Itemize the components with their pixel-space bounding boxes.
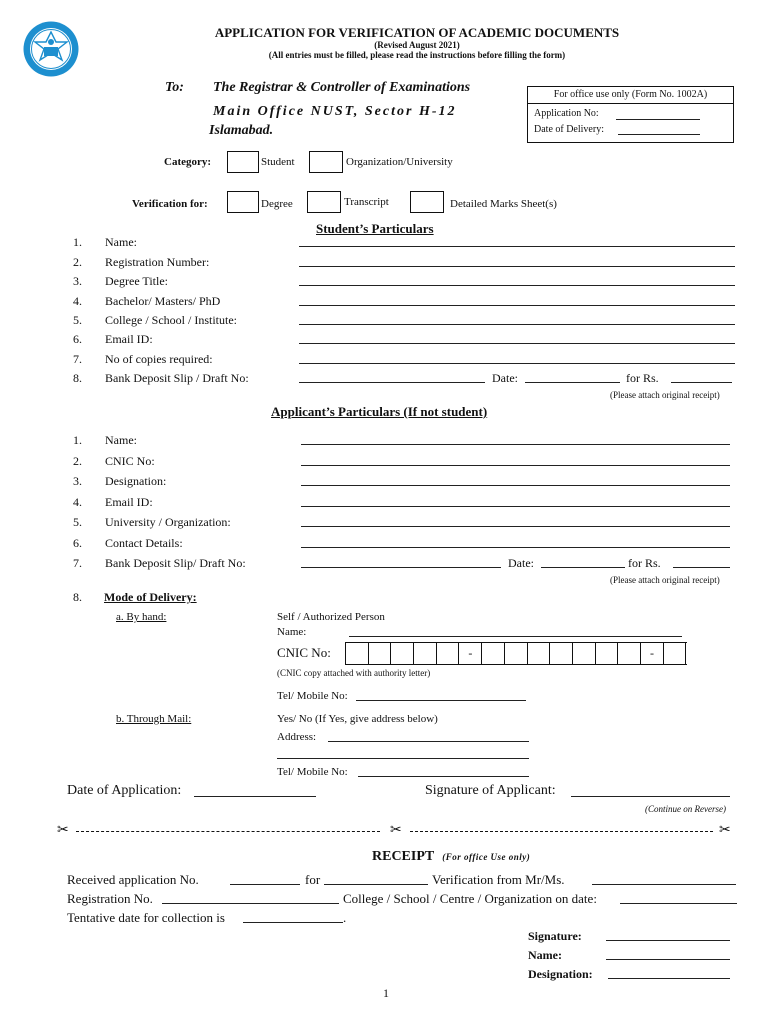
date-of-delivery-field[interactable] — [618, 134, 700, 135]
receipt-application-no-field[interactable] — [230, 884, 300, 885]
applicant-bank-slip-field[interactable] — [301, 567, 501, 568]
list-item-number: 3. — [73, 474, 82, 488]
cut-line-right — [410, 831, 713, 832]
receipt-name-field[interactable] — [592, 884, 736, 885]
scissors-icon: ✂ — [390, 823, 402, 838]
student-amount-field[interactable] — [671, 382, 732, 383]
applicant-field[interactable] — [301, 444, 730, 445]
list-item-number: 4. — [73, 495, 82, 509]
tel2-label: Tel/ Mobile No: — [277, 766, 348, 778]
date-label: Date: — [508, 556, 534, 570]
cnic-digit-cell[interactable] — [573, 643, 596, 664]
applicant-field[interactable] — [301, 506, 730, 507]
list-item-number: 5. — [73, 313, 82, 327]
applicant-field[interactable] — [301, 485, 730, 486]
degree-checkbox[interactable] — [227, 191, 259, 213]
page-number: 1 — [383, 986, 389, 1000]
address-line-2: Main Office NUST, Sector H-12 — [213, 104, 457, 119]
student-particulars-heading: Student’s Particulars — [316, 221, 434, 236]
receipt-designation-field[interactable] — [608, 978, 730, 979]
cnic-input-grid[interactable] — [345, 642, 687, 665]
student-field[interactable] — [299, 305, 735, 306]
revision-note: (Revised August 2021) — [374, 40, 460, 50]
receipt-name-label: Name: — [528, 948, 562, 962]
applicant-amount-field[interactable] — [673, 567, 730, 568]
cut-line-left — [76, 831, 380, 832]
receipt-officer-name-field[interactable] — [606, 959, 730, 960]
address-field-1[interactable] — [328, 741, 529, 742]
application-no-label: Application No: — [534, 108, 599, 119]
degree-option-label: Degree — [261, 198, 293, 210]
receipt-line-1-c: Verification from Mr/Ms. — [432, 872, 565, 887]
list-item-number: 7. — [73, 352, 82, 366]
tel-label: Tel/ Mobile No: — [277, 690, 348, 702]
applicant-receipt-note: (Please attach original receipt) — [610, 575, 720, 585]
organization-option-label: Organization/University — [346, 156, 453, 168]
for-rs-label: for Rs. — [626, 371, 659, 385]
cnic-digit-cell[interactable] — [369, 643, 392, 664]
receipt-signature-field[interactable] — [606, 940, 730, 941]
cnic-label: CNIC No: — [277, 645, 331, 660]
cnic-digit-cell[interactable] — [618, 643, 641, 664]
application-no-field[interactable] — [616, 119, 700, 120]
list-item-label: Degree Title: — [105, 274, 168, 288]
scissors-icon: ✂ — [57, 823, 69, 838]
applicant-particulars-heading: Applicant’s Particulars (If not student) — [271, 404, 488, 419]
address-line-3: Islamabad. — [209, 123, 274, 138]
cnic-digit-cell[interactable] — [414, 643, 437, 664]
instructions-note: (All entries must be filled, please read the instructions before filling the form) — [268, 50, 566, 60]
cnic-note: (CNIC copy attached with authority letter) — [277, 668, 431, 678]
receipt-heading: RECEIPT — [372, 849, 435, 864]
list-item-number: 6. — [73, 332, 82, 346]
receipt-collection-date-field[interactable] — [243, 922, 343, 923]
list-item-number: 1. — [73, 235, 82, 249]
list-item-number: 6. — [73, 536, 82, 550]
student-field[interactable] — [299, 246, 735, 247]
applicant-field[interactable] — [301, 547, 730, 548]
authorized-name-field[interactable] — [349, 636, 682, 637]
student-bank-slip-field[interactable] — [299, 382, 485, 383]
transcript-checkbox[interactable] — [307, 191, 341, 213]
list-item-number: 1. — [73, 433, 82, 447]
delivery-number: 8. — [73, 590, 82, 604]
list-item-label: College / School / Institute: — [105, 313, 237, 327]
list-item-label: Bank Deposit Slip/ Draft No: — [105, 556, 246, 570]
applicant-date-field[interactable] — [541, 567, 625, 568]
receipt-verification-type-field[interactable] — [324, 884, 428, 885]
delivery-heading: Mode of Delivery: — [104, 590, 197, 604]
applicant-field[interactable] — [301, 465, 730, 466]
list-item-label: Name: — [105, 235, 137, 249]
list-item-label: Bachelor/ Masters/ PhD — [105, 294, 221, 308]
receipt-line-2-a: Registration No. — [67, 891, 153, 906]
list-item-label: University / Organization: — [105, 515, 231, 529]
cnic-digit-cell[interactable] — [664, 643, 687, 664]
student-field[interactable] — [299, 343, 735, 344]
to-label: To: — [165, 80, 184, 95]
list-item-number: 2. — [73, 255, 82, 269]
cnic-digit-cell[interactable] — [528, 643, 551, 664]
applicant-field[interactable] — [301, 526, 730, 527]
scissors-icon: ✂ — [719, 823, 731, 838]
cnic-digit-cell[interactable] — [437, 643, 460, 664]
continue-note: (Continue on Reverse) — [645, 804, 726, 814]
date-label: Date: — [492, 371, 518, 385]
list-item-label: Bank Deposit Slip / Draft No: — [105, 371, 249, 385]
cnic-dash-cell: - — [641, 643, 664, 664]
student-date-field[interactable] — [525, 382, 620, 383]
cnic-digit-cell[interactable] — [391, 643, 414, 664]
receipt-line-1-b: for — [305, 872, 321, 887]
list-item-number: 3. — [73, 274, 82, 288]
office-use-box — [527, 86, 734, 143]
student-field[interactable] — [299, 363, 735, 364]
cnic-digit-cell[interactable] — [550, 643, 573, 664]
list-item-number: 7. — [73, 556, 82, 570]
address-field-2[interactable] — [277, 758, 529, 759]
receipt-subheading: (For office Use only) — [442, 852, 531, 862]
receipt-designation-label: Designation: — [528, 967, 593, 981]
list-item-label: Designation: — [105, 474, 167, 488]
student-field[interactable] — [299, 266, 735, 267]
signature-label: Signature of Applicant: — [425, 783, 556, 798]
list-item-label: Name: — [105, 433, 137, 447]
transcript-option-label: Transcript — [344, 196, 389, 208]
organization-checkbox[interactable] — [309, 151, 343, 173]
tel-field[interactable] — [356, 700, 526, 701]
student-checkbox[interactable] — [227, 151, 259, 173]
list-item-number: 8. — [73, 371, 82, 385]
cnic-digit-cell[interactable] — [346, 643, 369, 664]
list-item-number: 4. — [73, 294, 82, 308]
list-item-label: Contact Details: — [105, 536, 183, 550]
cnic-digit-cell[interactable] — [596, 643, 619, 664]
cnic-digit-cell[interactable] — [505, 643, 528, 664]
list-item-label: CNIC No: — [105, 454, 155, 468]
authorized-name-label: Name: — [277, 626, 307, 638]
receipt-line-3-period: . — [343, 910, 347, 925]
date-of-application-field[interactable] — [194, 796, 316, 797]
receipt-date-field[interactable] — [620, 903, 737, 904]
student-receipt-note: (Please attach original receipt) — [610, 390, 720, 400]
receipt-line-3: Tentative date for collection is — [67, 910, 225, 925]
address-label: Address: — [277, 731, 317, 743]
cnic-dash-cell: - — [460, 643, 483, 664]
marks-sheet-checkbox[interactable] — [410, 191, 444, 213]
date-of-delivery-label: Date of Delivery: — [534, 124, 604, 135]
form-title: APPLICATION FOR VERIFICATION OF ACADEMIC DOCUMENTS — [214, 25, 620, 40]
receipt-line-1-a: Received application No. — [67, 872, 199, 887]
list-item-label: No of copies required: — [105, 352, 213, 366]
list-item-label: Registration Number: — [105, 255, 210, 269]
through-mail-label: b. Through Mail: — [116, 713, 192, 725]
student-field[interactable] — [299, 285, 735, 286]
cnic-digit-cell[interactable] — [482, 643, 505, 664]
student-option-label: Student — [261, 156, 295, 168]
list-item-number: 2. — [73, 454, 82, 468]
list-item-number: 5. — [73, 515, 82, 529]
tel2-field[interactable] — [358, 776, 529, 777]
category-label: Category: — [164, 156, 212, 168]
date-of-application-label: Date of Application: — [67, 783, 182, 798]
list-item-label: Email ID: — [105, 332, 153, 346]
by-hand-label: a. By hand: — [116, 611, 167, 623]
yes-no-label: Yes/ No (If Yes, give address below) — [277, 713, 438, 725]
student-field[interactable] — [299, 324, 735, 325]
receipt-signature-label: Signature: — [528, 929, 582, 943]
marks-sheet-option-label: Detailed Marks Sheet(s) — [450, 198, 557, 210]
receipt-line-2-b: College / School / Centre / Organization on date: — [343, 891, 597, 906]
self-authorized-label: Self / Authorized Person — [277, 611, 385, 623]
signature-field[interactable] — [571, 796, 730, 797]
receipt-registration-field[interactable] — [162, 903, 339, 904]
receipt-heading-row — [372, 847, 530, 865]
address-line-1: The Registrar & Controller of Examinations — [213, 80, 471, 95]
for-rs-label: for Rs. — [628, 556, 661, 570]
office-use-title: For office use only (Form No. 1002A) — [528, 87, 733, 104]
list-item-label: Email ID: — [105, 495, 153, 509]
verification-label: Verification for: — [132, 198, 208, 210]
